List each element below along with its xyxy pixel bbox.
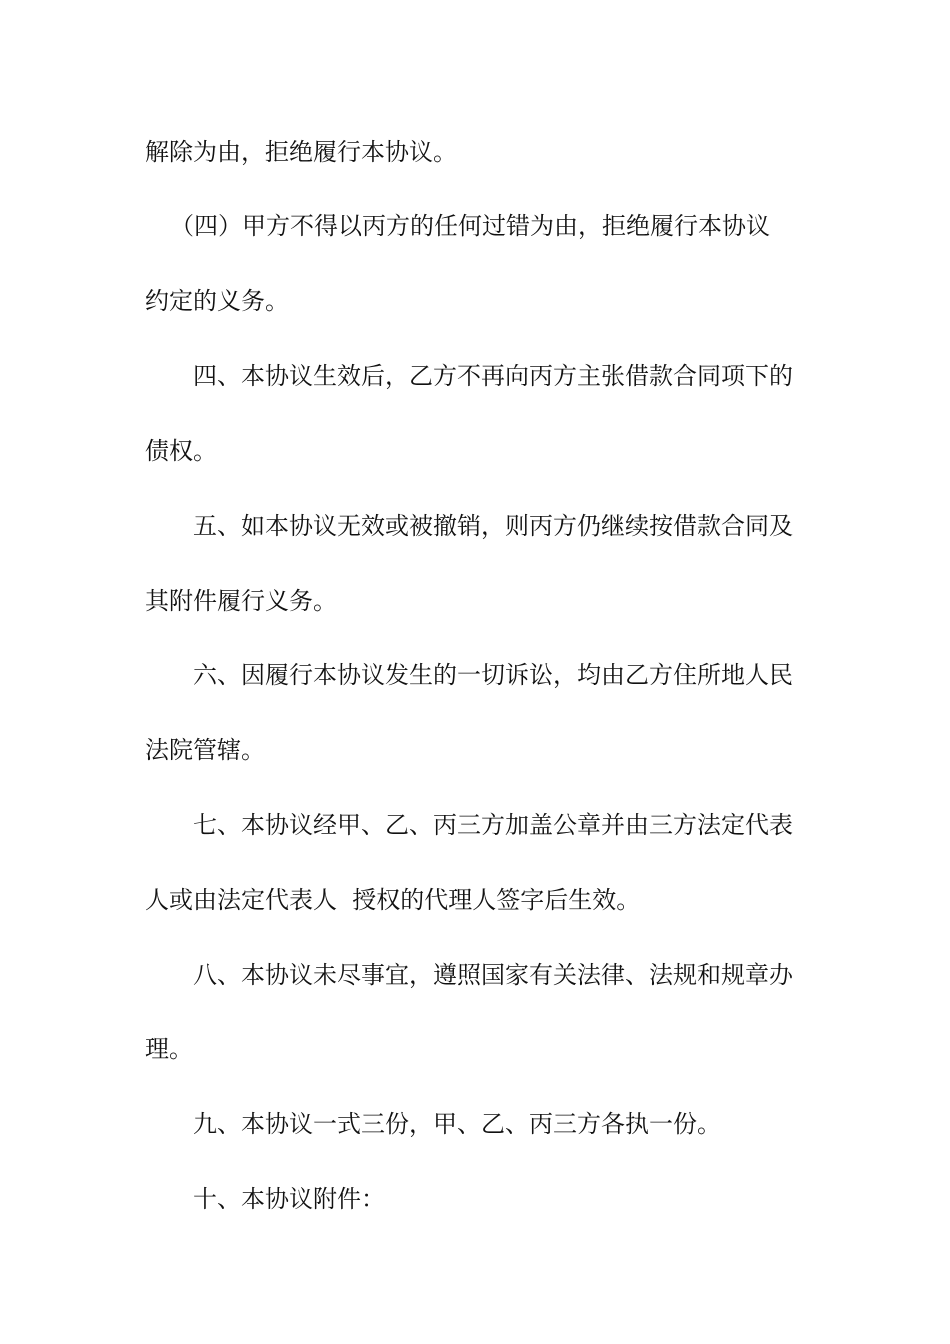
text-line-8: 六、因履行本协议发生的一切诉讼，均由乙方住所地人民 bbox=[193, 661, 793, 689]
text-line-5: 债权。 bbox=[145, 437, 217, 465]
text-line-14: 九、本协议一式三份，甲、乙、丙三方各执一份。 bbox=[193, 1110, 721, 1138]
text-line-12: 八、本协议未尽事宜，遵照国家有关法律、法规和规章办 bbox=[193, 961, 793, 989]
text-line-2: （四）甲方不得以丙方的任何过错为由，拒绝履行本协议 bbox=[170, 212, 770, 240]
text-line-1: 解除为由，拒绝履行本协议。 bbox=[145, 138, 457, 166]
text-line-6: 五、如本协议无效或被撤销，则丙方仍继续按借款合同及 bbox=[193, 512, 793, 540]
text-line-15: 十、本协议附件： bbox=[193, 1185, 385, 1213]
text-line-13: 理。 bbox=[145, 1035, 193, 1063]
text-line-7: 其附件履行义务。 bbox=[145, 587, 337, 615]
text-line-11: 人或由法定代表人 授权的代理人签字后生效。 bbox=[145, 886, 641, 914]
text-line-4: 四、本协议生效后，乙方不再向丙方主张借款合同项下的 bbox=[193, 362, 793, 390]
text-line-10: 七、本协议经甲、乙、丙三方加盖公章并由三方法定代表 bbox=[193, 811, 793, 839]
text-line-3: 约定的义务。 bbox=[145, 287, 289, 315]
text-line-9: 法院管辖。 bbox=[145, 736, 265, 764]
